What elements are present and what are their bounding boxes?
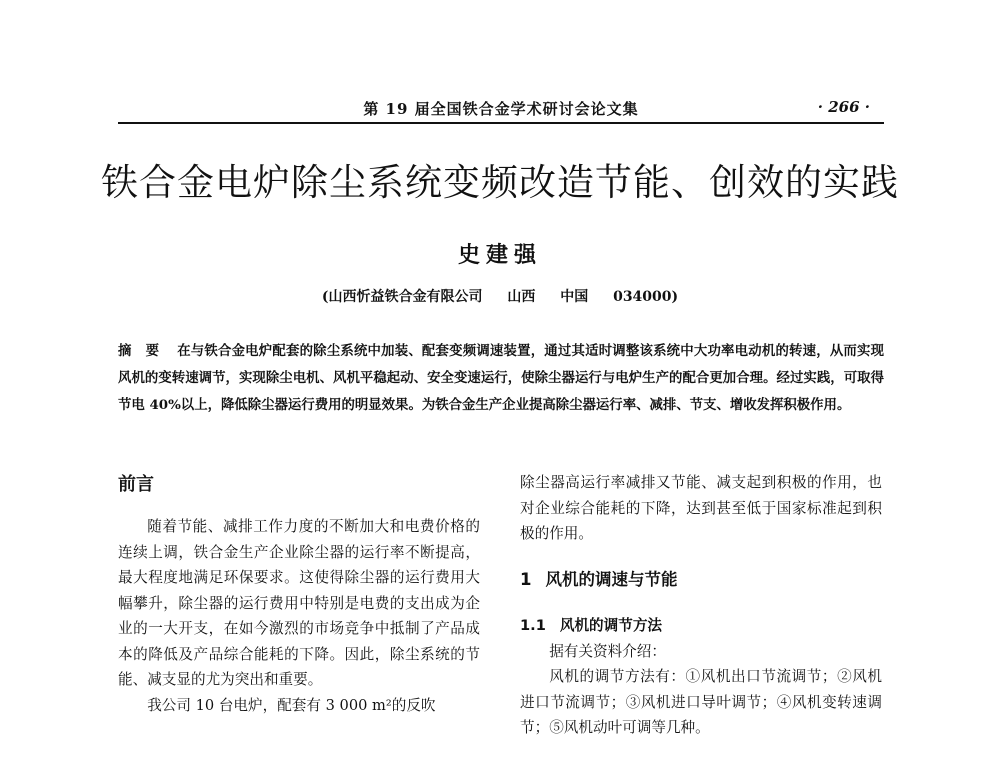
section-1-1-title: 风机的调节方法 bbox=[559, 616, 663, 634]
abstract bbox=[118, 338, 884, 419]
section-1-1-intro: 据有关资料介绍： bbox=[549, 642, 666, 660]
paper-title: 铁合金电炉除尘系统变频改造节能、创效的实践 bbox=[101, 161, 899, 204]
running-header bbox=[118, 96, 884, 124]
abstract-text: 在与铁合金电炉配套的除尘系统中加装、配套变频调速装置，通过其适时调整该系统中大功率电动机的转速，从而实现风机的变转速调节，实现除尘电机、风机平稳起动、安全变速运行，使除尘器运行与电炉生产的配合更加合理。经过实践，可取得节电 40%以上，降低除尘器运行费用的明显效果。为铁合金生产企业提高除尘器运行率、减排、节支、增收发挥积极作用。 bbox=[118, 343, 885, 413]
preface-paragraph-2: 我公司 10 台电炉，配套有 3 000 m²的反吹 bbox=[147, 696, 436, 714]
section-1-title: 风机的调速与节能 bbox=[545, 569, 678, 589]
section-1-number: 1 bbox=[520, 569, 532, 589]
section-1-1-methods: 风机的调节方法有：①风机出口节流调节；②风机进口节流调节；③风机进口导叶调节；④风机变转速调节；⑤风机动叶可调等几种。 bbox=[520, 668, 882, 736]
preface-heading: 前言 bbox=[118, 474, 154, 495]
preface-paragraph-1: 随着节能、减排工作力度的不断加大和电费价格的连续上调，铁合金生产企业除尘器的运行率不断提高，最大程度地满足环保要求。这使得除尘器的运行费用大幅攀升，除尘器的运行费用中特别是电费的支出成为企业的一大开支，在如今激烈的市场竞争中抵制了产品成本的降低及产品综合能耗的下降。因此，除尘系统的节能、减支显的尤为突出和重要。 bbox=[118, 518, 480, 688]
section-1-1-number: 1.1 bbox=[520, 616, 546, 634]
affiliation-country: 中国 bbox=[560, 289, 589, 305]
affiliation-postcode: 034000) bbox=[613, 289, 679, 305]
abstract-label: 摘要 bbox=[118, 343, 174, 359]
author-name: 史建强 bbox=[457, 242, 542, 268]
section-1-heading bbox=[520, 565, 882, 613]
page-number: · 266 · bbox=[817, 98, 870, 116]
affiliation-org: (山西忻益铁合金有限公司 bbox=[321, 289, 483, 305]
proceedings-title: 第 19 届全国铁合金学术研讨会论文集 bbox=[363, 100, 639, 118]
preface-paragraph-continued: 除尘器高运行率减排又节能、减支起到积极的作用，也对企业综合能耗的下降，达到甚至低于国家标准起到积极的作用。 bbox=[520, 474, 882, 542]
affiliation-province: 山西 bbox=[507, 289, 536, 305]
right-column bbox=[520, 470, 882, 741]
left-column bbox=[118, 470, 480, 718]
author-affiliation bbox=[0, 286, 1000, 306]
section-1-1-heading bbox=[520, 613, 882, 639]
